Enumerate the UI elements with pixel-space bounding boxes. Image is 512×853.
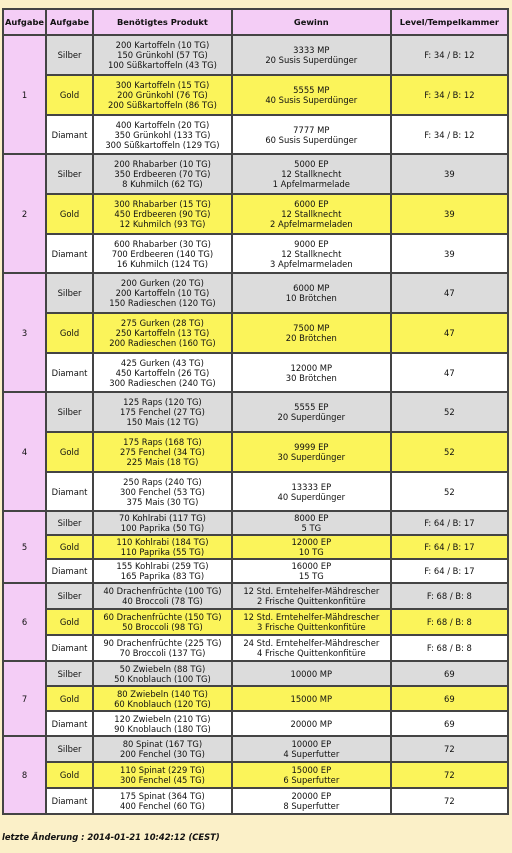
tier-label: Silber bbox=[46, 511, 93, 535]
required-products bbox=[93, 559, 232, 583]
product-line: 450 Kartoffeln (26 TG) bbox=[115, 367, 210, 378]
product-line: 200 Kartoffeln (10 TG) bbox=[115, 40, 210, 50]
required-products bbox=[93, 583, 232, 609]
gain-line: 8000 EP bbox=[294, 513, 329, 523]
gain-line: 10000 EP bbox=[291, 739, 332, 749]
level-cell: 47 bbox=[391, 313, 508, 353]
product-line: 40 Drachenfrüchte (100 TG) bbox=[103, 586, 222, 596]
level-cell: 69 bbox=[391, 661, 508, 686]
gain-line: 4 Frische Quittenkonfitüre bbox=[257, 648, 366, 658]
required-products bbox=[93, 313, 232, 353]
task-number: 2 bbox=[3, 154, 46, 273]
level-cell: 72 bbox=[391, 788, 508, 814]
gain-line: 20000 MP bbox=[290, 718, 333, 729]
tier-label: Diamant bbox=[46, 115, 93, 154]
product-line: 225 Mais (18 TG) bbox=[126, 457, 199, 467]
tier-label: Diamant bbox=[46, 559, 93, 583]
required-products bbox=[93, 609, 232, 635]
required-products bbox=[93, 535, 232, 559]
product-line: 70 Broccoli (137 TG) bbox=[119, 648, 206, 658]
gain-line: 60 Susis Superdünger bbox=[265, 134, 358, 145]
product-line: 275 Gurken (28 TG) bbox=[120, 318, 204, 328]
required-products bbox=[93, 736, 232, 762]
gain-line: 3 Apfelmarmeladen bbox=[270, 258, 353, 269]
required-products bbox=[93, 234, 232, 273]
level-cell: F: 64 / B: 17 bbox=[391, 559, 508, 583]
gain-line: 20 Superdünger bbox=[277, 412, 346, 422]
level-cell: 69 bbox=[391, 686, 508, 711]
product-line: 200 Grünkohl (76 TG) bbox=[117, 90, 208, 100]
required-products bbox=[93, 432, 232, 472]
level-cell: 47 bbox=[391, 273, 508, 313]
gain-line: 13333 EP bbox=[291, 481, 332, 492]
header-products: Benötigtes Produkt bbox=[93, 9, 232, 35]
tier-label: Diamant bbox=[46, 234, 93, 273]
task-number: 8 bbox=[3, 736, 46, 814]
required-products bbox=[93, 392, 232, 432]
gain-line: 10 TG bbox=[298, 547, 324, 557]
level-cell: 39 bbox=[391, 234, 508, 273]
product-line: 90 Drachenfrüchte (225 TG) bbox=[103, 638, 222, 648]
gain-cell bbox=[232, 686, 391, 711]
product-line: 110 Kohlrabi (184 TG) bbox=[116, 537, 209, 547]
header-aufgabe-tier: Aufgabe bbox=[46, 9, 93, 35]
product-line: 40 Broccoli (78 TG) bbox=[122, 596, 203, 606]
product-line: 150 Grünkohl (57 TG) bbox=[117, 50, 208, 60]
product-line: 300 Fenchel (45 TG) bbox=[119, 775, 205, 785]
gain-line: 40 Susis Superdünger bbox=[265, 95, 358, 105]
gain-line: 10000 MP bbox=[290, 668, 333, 679]
gain-cell bbox=[232, 75, 391, 115]
required-products bbox=[93, 472, 232, 511]
product-line: 300 Radieschen (240 TG) bbox=[109, 377, 216, 388]
gain-line: 15 TG bbox=[298, 571, 324, 581]
product-line: 125 Raps (120 TG) bbox=[123, 397, 202, 407]
product-line: 60 Knoblauch (120 TG) bbox=[114, 698, 211, 709]
level-cell: 52 bbox=[391, 472, 508, 511]
gain-line: 16000 EP bbox=[291, 561, 332, 571]
product-line: 70 Kohlrabi (117 TG) bbox=[119, 513, 206, 523]
gain-line: 5000 EP bbox=[294, 159, 329, 169]
required-products bbox=[93, 762, 232, 788]
tier-label: Silber bbox=[46, 154, 93, 194]
gain-line: 30 Brötchen bbox=[285, 372, 337, 383]
gain-line: 5555 EP bbox=[294, 402, 329, 412]
table-row bbox=[3, 559, 508, 583]
product-line: 400 Kartoffeln (20 TG) bbox=[115, 119, 210, 130]
gain-line: 2 Frische Quittenkonfitüre bbox=[257, 596, 366, 606]
gain-line: 6000 EP bbox=[294, 199, 329, 209]
required-products bbox=[93, 635, 232, 661]
gain-line: 5555 MP bbox=[293, 85, 330, 95]
gain-cell bbox=[232, 35, 391, 75]
gain-line: 20000 EP bbox=[291, 791, 332, 801]
table-row bbox=[3, 762, 508, 788]
gain-line: 5 TG bbox=[301, 523, 322, 533]
product-line: 600 Rhabarber (30 TG) bbox=[114, 238, 211, 249]
product-line: 200 Fenchel (30 TG) bbox=[119, 749, 205, 759]
gain-line: 15000 EP bbox=[291, 765, 332, 775]
tier-label: Gold bbox=[46, 194, 93, 234]
required-products bbox=[93, 686, 232, 711]
table-row bbox=[3, 535, 508, 559]
level-cell: 39 bbox=[391, 194, 508, 234]
level-cell: 52 bbox=[391, 432, 508, 472]
product-line: 50 Zwiebeln (88 TG) bbox=[119, 663, 206, 674]
gain-line: 12000 EP bbox=[291, 537, 332, 547]
gain-cell bbox=[232, 609, 391, 635]
gain-line: 7777 MP bbox=[293, 124, 330, 135]
gain-cell bbox=[232, 154, 391, 194]
table-row bbox=[3, 511, 508, 535]
gain-line: 3 Frische Quittenkonfitüre bbox=[257, 622, 366, 632]
gain-line: 40 Superdünger bbox=[277, 491, 346, 502]
table-row bbox=[3, 609, 508, 635]
product-line: 100 Paprika (50 TG) bbox=[120, 523, 205, 533]
task-number: 3 bbox=[3, 273, 46, 392]
gain-cell bbox=[232, 353, 391, 392]
gain-line: 8 Superfutter bbox=[283, 801, 340, 811]
gain-line: 4 Superfutter bbox=[283, 749, 340, 759]
required-products bbox=[93, 154, 232, 194]
required-products bbox=[93, 75, 232, 115]
gain-cell bbox=[232, 392, 391, 432]
task-number: 5 bbox=[3, 511, 46, 583]
product-line: 175 Raps (168 TG) bbox=[123, 437, 202, 447]
required-products bbox=[93, 273, 232, 313]
quest-table bbox=[2, 8, 509, 815]
product-line: 425 Gurken (43 TG) bbox=[120, 357, 204, 368]
header-aufgabe-number: Aufgabe bbox=[3, 9, 46, 35]
product-line: 200 Süßkartoffeln (86 TG) bbox=[107, 100, 217, 110]
gain-cell bbox=[232, 635, 391, 661]
level-cell: 52 bbox=[391, 392, 508, 432]
required-products bbox=[93, 511, 232, 535]
gain-cell bbox=[232, 736, 391, 762]
tier-label: Silber bbox=[46, 392, 93, 432]
gain-cell bbox=[232, 273, 391, 313]
header-gain: Gewinn bbox=[232, 9, 391, 35]
tier-label: Silber bbox=[46, 661, 93, 686]
gain-cell bbox=[232, 432, 391, 472]
gain-line: 12 Stallknecht bbox=[281, 209, 342, 219]
tier-label: Gold bbox=[46, 313, 93, 353]
table-row bbox=[3, 115, 508, 154]
tier-label: Gold bbox=[46, 686, 93, 711]
table-row bbox=[3, 35, 508, 75]
gain-cell bbox=[232, 559, 391, 583]
product-line: 100 Süßkartoffeln (43 TG) bbox=[107, 60, 217, 70]
gain-cell bbox=[232, 711, 391, 736]
gain-cell bbox=[232, 472, 391, 511]
table-row bbox=[3, 635, 508, 661]
header-row bbox=[3, 9, 508, 35]
table-row bbox=[3, 472, 508, 511]
gain-line: 10 Brötchen bbox=[285, 293, 337, 303]
product-line: 50 Broccoli (98 TG) bbox=[122, 622, 203, 632]
tier-label: Silber bbox=[46, 35, 93, 75]
required-products bbox=[93, 711, 232, 736]
task-number: 1 bbox=[3, 35, 46, 154]
level-cell: F: 68 / B: 8 bbox=[391, 635, 508, 661]
tier-label: Diamant bbox=[46, 711, 93, 736]
table-row bbox=[3, 661, 508, 686]
product-line: 200 Radieschen (160 TG) bbox=[109, 338, 216, 348]
table-body bbox=[3, 35, 508, 814]
required-products bbox=[93, 115, 232, 154]
gain-line: 2 Apfelmarmeladen bbox=[270, 219, 353, 229]
tier-label: Silber bbox=[46, 583, 93, 609]
table-row bbox=[3, 154, 508, 194]
gain-cell bbox=[232, 115, 391, 154]
gain-cell bbox=[232, 535, 391, 559]
product-line: 300 Süßkartoffeln (129 TG) bbox=[105, 139, 220, 150]
gain-cell bbox=[232, 762, 391, 788]
gain-line: 12000 MP bbox=[290, 362, 333, 373]
product-line: 165 Paprika (83 TG) bbox=[120, 571, 205, 581]
gain-cell bbox=[232, 583, 391, 609]
product-line: 80 Zwiebeln (140 TG) bbox=[116, 688, 208, 699]
required-products bbox=[93, 661, 232, 686]
table-row bbox=[3, 711, 508, 736]
level-cell: F: 34 / B: 12 bbox=[391, 35, 508, 75]
gain-cell bbox=[232, 194, 391, 234]
product-line: 300 Rhabarber (15 TG) bbox=[114, 199, 211, 209]
level-cell: F: 64 / B: 17 bbox=[391, 535, 508, 559]
product-line: 300 Kartoffeln (15 TG) bbox=[115, 80, 210, 90]
table-row bbox=[3, 583, 508, 609]
product-line: 60 Drachenfrüchte (150 TG) bbox=[103, 612, 222, 622]
tier-label: Silber bbox=[46, 273, 93, 313]
product-line: 250 Kartoffeln (13 TG) bbox=[115, 328, 210, 338]
table-row bbox=[3, 788, 508, 814]
product-line: 275 Fenchel (34 TG) bbox=[119, 447, 205, 457]
table-row bbox=[3, 686, 508, 711]
product-line: 90 Knoblauch (180 TG) bbox=[114, 723, 211, 734]
level-cell: F: 34 / B: 12 bbox=[391, 75, 508, 115]
table-row bbox=[3, 392, 508, 432]
tier-label: Gold bbox=[46, 762, 93, 788]
table-row bbox=[3, 432, 508, 472]
product-line: 80 Spinat (167 TG) bbox=[122, 739, 203, 749]
gain-line: 12 Stallknecht bbox=[281, 169, 342, 179]
table-row bbox=[3, 353, 508, 392]
product-line: 8 Kuhmilch (62 TG) bbox=[122, 179, 203, 189]
product-line: 400 Fenchel (60 TG) bbox=[119, 801, 205, 811]
product-line: 110 Paprika (55 TG) bbox=[120, 547, 205, 557]
table-row bbox=[3, 75, 508, 115]
table-row bbox=[3, 736, 508, 762]
product-line: 175 Spinat (364 TG) bbox=[120, 791, 205, 801]
level-cell: 47 bbox=[391, 353, 508, 392]
table-row bbox=[3, 313, 508, 353]
gain-line: 12 Std. Erntehelfer-Mähdrescher bbox=[243, 612, 380, 622]
gain-line: 30 Superdünger bbox=[277, 452, 346, 462]
level-cell: 39 bbox=[391, 154, 508, 194]
tier-label: Gold bbox=[46, 432, 93, 472]
product-line: 175 Fenchel (27 TG) bbox=[119, 407, 205, 417]
tier-label: Silber bbox=[46, 736, 93, 762]
required-products bbox=[93, 194, 232, 234]
gain-line: 7500 MP bbox=[293, 323, 330, 333]
gain-line: 3333 MP bbox=[293, 45, 330, 55]
tier-label: Gold bbox=[46, 535, 93, 559]
task-number: 4 bbox=[3, 392, 46, 511]
level-cell: F: 68 / B: 8 bbox=[391, 609, 508, 635]
tier-label: Gold bbox=[46, 75, 93, 115]
gain-line: 6 Superfutter bbox=[283, 775, 340, 785]
product-line: 155 Kohlrabi (259 TG) bbox=[116, 561, 209, 571]
product-line: 110 Spinat (229 TG) bbox=[120, 765, 205, 775]
tier-label: Diamant bbox=[46, 353, 93, 392]
product-line: 50 Knoblauch (100 TG) bbox=[114, 673, 211, 684]
gain-line: 12 Stallknecht bbox=[281, 248, 342, 259]
gain-line: 20 Susis Superdünger bbox=[265, 55, 358, 65]
product-line: 700 Erdbeeren (140 TG) bbox=[111, 248, 214, 259]
gain-line: 9000 EP bbox=[294, 238, 329, 249]
level-cell: F: 34 / B: 12 bbox=[391, 115, 508, 154]
product-line: 450 Erdbeeren (90 TG) bbox=[114, 209, 211, 219]
product-line: 350 Erdbeeren (70 TG) bbox=[114, 169, 211, 179]
gain-cell bbox=[232, 313, 391, 353]
product-line: 150 Mais (12 TG) bbox=[126, 417, 199, 427]
required-products bbox=[93, 353, 232, 392]
gain-line: 15000 MP bbox=[290, 693, 333, 704]
gain-cell bbox=[232, 661, 391, 686]
table-row bbox=[3, 234, 508, 273]
task-number: 6 bbox=[3, 583, 46, 661]
product-line: 200 Rhabarber (10 TG) bbox=[114, 159, 211, 169]
product-line: 12 Kuhmilch (93 TG) bbox=[119, 219, 206, 229]
gain-cell bbox=[232, 511, 391, 535]
product-line: 16 Kuhmilch (124 TG) bbox=[116, 258, 209, 269]
required-products bbox=[93, 35, 232, 75]
product-line: 120 Zwiebeln (210 TG) bbox=[114, 713, 211, 724]
tier-label: Diamant bbox=[46, 635, 93, 661]
required-products bbox=[93, 788, 232, 814]
last-modified: letzte Änderung : 2014-01-21 10:42:12 (CEST) bbox=[2, 832, 220, 842]
product-line: 375 Mais (30 TG) bbox=[126, 496, 199, 507]
level-cell: 72 bbox=[391, 762, 508, 788]
gain-line: 1 Apfelmarmelade bbox=[272, 179, 350, 189]
level-cell: F: 68 / B: 8 bbox=[391, 583, 508, 609]
gain-line: 20 Brötchen bbox=[285, 333, 337, 343]
gain-line: 12 Std. Erntehelfer-Mähdrescher bbox=[243, 586, 380, 596]
gain-line: 9999 EP bbox=[294, 442, 329, 452]
task-number: 7 bbox=[3, 661, 46, 736]
product-line: 350 Grünkohl (133 TG) bbox=[114, 129, 211, 140]
product-line: 200 Gurken (20 TG) bbox=[120, 278, 204, 288]
tier-label: Diamant bbox=[46, 472, 93, 511]
product-line: 300 Fenchel (53 TG) bbox=[119, 486, 205, 497]
product-line: 250 Raps (240 TG) bbox=[123, 476, 202, 487]
level-cell: 69 bbox=[391, 711, 508, 736]
gain-cell bbox=[232, 788, 391, 814]
product-line: 200 Kartoffeln (10 TG) bbox=[115, 288, 210, 298]
table-row bbox=[3, 194, 508, 234]
gain-line: 6000 MP bbox=[293, 283, 330, 293]
tier-label: Gold bbox=[46, 609, 93, 635]
table-row bbox=[3, 273, 508, 313]
level-cell: F: 64 / B: 17 bbox=[391, 511, 508, 535]
tier-label: Diamant bbox=[46, 788, 93, 814]
gain-cell bbox=[232, 234, 391, 273]
level-cell: 72 bbox=[391, 736, 508, 762]
gain-line: 24 Std. Erntehelfer-Mähdrescher bbox=[243, 638, 380, 648]
product-line: 150 Radieschen (120 TG) bbox=[109, 298, 216, 308]
header-level: Level/Tempelkammer bbox=[391, 9, 508, 35]
